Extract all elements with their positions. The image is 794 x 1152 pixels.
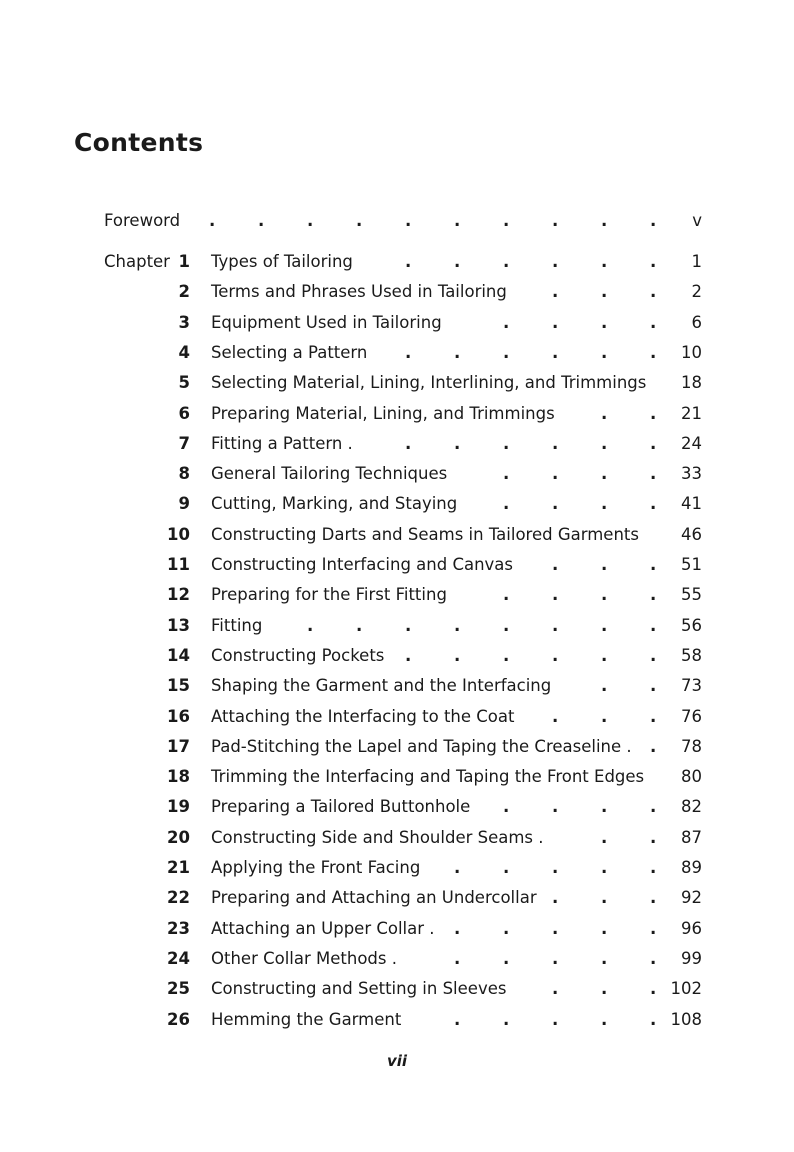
chapter-title: Constructing Interfacing and Canvas	[211, 555, 514, 574]
dot-leaders: . . . . . . . .	[307, 615, 657, 635]
chapter-title: Selecting Material, Lining, Interlining, and Trimmings	[211, 373, 647, 393]
chapter-title: Fitting	[211, 615, 263, 635]
toc-entry	[0, 826, 794, 850]
toc-entry	[0, 311, 794, 335]
dot-leaders: . . . . . . . . . .	[209, 211, 657, 230]
toc-entry	[0, 432, 794, 456]
page-folio: vii	[386, 1052, 408, 1070]
page-number: 6	[691, 312, 702, 332]
dot-leaders: . .	[601, 676, 657, 696]
page-number: 108	[670, 1009, 702, 1029]
chapter-number: 22	[167, 888, 190, 908]
chapter-title: Attaching an Upper Collar .	[211, 918, 435, 938]
page-number: 18	[681, 373, 702, 393]
page-number: 58	[681, 645, 702, 665]
dot-leaders: . . . .	[503, 494, 657, 514]
page-number: 46	[681, 524, 702, 544]
chapter-number: 14	[167, 645, 190, 665]
dot-leaders: . . . .	[503, 585, 657, 605]
chapter-title: Constructing and Setting in Sleeves	[211, 979, 507, 999]
page-number: 92	[681, 888, 702, 908]
toc-entry	[0, 947, 794, 971]
dot-leaders: . . . . .	[454, 918, 657, 938]
chapter-number: 5	[178, 373, 190, 393]
chapter-title: Cutting, Marking, and Staying	[211, 494, 458, 514]
chapter-number: 10	[167, 524, 190, 544]
chapter-number: 20	[167, 827, 190, 847]
chapter-number: 8	[178, 464, 190, 484]
toc-entry	[0, 583, 794, 607]
toc-entry	[0, 462, 794, 486]
chapter-number: 24	[167, 948, 190, 968]
toc-entry	[0, 280, 794, 304]
toc-entry	[0, 735, 794, 759]
chapter-title: Preparing Material, Lining, and Trimmings	[211, 403, 555, 423]
chapter-title: Types of Tailoring	[211, 252, 353, 271]
dot-leaders: . . . .	[503, 464, 657, 484]
dot-leaders: . .	[601, 827, 657, 847]
page-number: 10	[681, 342, 702, 362]
chapter-title: Applying the Front Facing	[211, 858, 421, 877]
chapter-number: 12	[167, 585, 190, 605]
toc-entry	[0, 674, 794, 698]
chapter-number: 4	[178, 342, 190, 362]
chapter-title: Selecting a Pattern	[211, 342, 368, 362]
page-number: 87	[681, 827, 702, 847]
chapter-title: Constructing Pockets	[211, 645, 385, 665]
chapter-number: 13	[167, 615, 190, 635]
chapter-number: 26	[167, 1009, 190, 1029]
chapter-number: 3	[178, 312, 190, 332]
chapter-title: Trimming the Interfacing and Taping the Front Edges	[211, 767, 645, 787]
dot-leaders: . .	[601, 403, 657, 423]
page-number: 2	[691, 282, 702, 302]
chapter-title: Pad-Stitching the Lapel and Taping the Creaseline .	[211, 736, 632, 756]
page-title: Contents	[74, 128, 204, 157]
dot-leaders: . . . . . .	[405, 252, 657, 271]
chapter-number: 15	[167, 676, 190, 696]
toc-entry	[0, 917, 794, 941]
page-number: 76	[681, 706, 702, 726]
dot-leaders: . . . . . .	[405, 433, 657, 453]
page-number: 21	[681, 403, 702, 423]
dot-leaders: . . .	[552, 888, 657, 908]
toc-entry	[0, 886, 794, 910]
toc-entry	[0, 614, 794, 638]
page-number: 82	[681, 797, 702, 817]
chapter-title: General Tailoring Techniques	[211, 464, 448, 484]
dot-leaders: . . .	[552, 282, 657, 302]
page-number: 78	[681, 736, 702, 756]
dot-leaders: . . . . . .	[405, 342, 657, 362]
page-number: 89	[681, 858, 702, 877]
chapter-number: 19	[167, 797, 190, 817]
dot-leaders: . . . .	[503, 797, 657, 817]
chapter-title: Preparing for the First Fitting	[211, 585, 447, 605]
chapter-number: 23	[167, 918, 190, 938]
chapter-title: Shaping the Garment and the Interfacing	[211, 676, 552, 696]
dot-leaders: .	[650, 736, 657, 756]
chapter-number: 17	[167, 736, 190, 756]
page-number: 96	[681, 918, 702, 938]
chapter-title: Hemming the Garment	[211, 1009, 402, 1029]
chapter-title: Fitting a Pattern .	[211, 433, 353, 453]
toc-entry	[0, 705, 794, 729]
page-number: 99	[681, 948, 702, 968]
chapter-number: 21	[167, 858, 190, 877]
chapter-title: Preparing and Attaching an Undercollar	[211, 888, 537, 908]
chapter-number: 18	[167, 767, 190, 787]
toc-entry	[0, 765, 794, 789]
chapter-number: 16	[167, 706, 190, 726]
chapter-number: 1	[178, 252, 190, 271]
chapter-number: 2	[178, 282, 190, 302]
dot-leaders: . . . . .	[454, 1009, 657, 1029]
chapter-title: Equipment Used in Tailoring	[211, 312, 442, 332]
chapter-number: 25	[167, 979, 190, 999]
page-number: 73	[681, 676, 702, 696]
chapter-title: Preparing a Tailored Buttonhole	[211, 797, 471, 817]
toc-entry	[0, 644, 794, 668]
dot-leaders: . . . . . .	[405, 645, 657, 665]
chapter-number: 9	[178, 494, 190, 514]
chapter-number: 6	[178, 403, 190, 423]
chapter-title: Constructing Darts and Seams in Tailored Garments	[211, 524, 639, 544]
dot-leaders	[0, 765, 794, 789]
dot-leaders: . . . . .	[454, 948, 657, 968]
page-number: 24	[681, 433, 702, 453]
chapter-number: 11	[167, 555, 190, 574]
dot-leaders: . . .	[552, 979, 657, 999]
page-number: 1	[691, 252, 702, 271]
toc-entry	[0, 523, 794, 547]
dot-leaders: . . .	[552, 555, 657, 574]
toc-entry	[0, 856, 794, 880]
dot-leaders: . . .	[552, 706, 657, 726]
toc-entry	[0, 977, 794, 1001]
toc-entry	[0, 371, 794, 395]
page-number: 51	[681, 555, 702, 574]
toc-entry	[0, 795, 794, 819]
chapter-title: Constructing Side and Shoulder Seams .	[211, 827, 544, 847]
toc-entry	[0, 1008, 794, 1032]
page-number: 102	[670, 979, 702, 999]
page-number: 41	[681, 494, 702, 514]
toc-entry	[0, 341, 794, 365]
chapter-title: Attaching the Interfacing to the Coat	[211, 706, 515, 726]
toc-entry	[0, 402, 794, 426]
page-number: 33	[681, 464, 702, 484]
chapter-title: Terms and Phrases Used in Tailoring	[211, 282, 507, 302]
dot-leaders: . . . .	[503, 312, 657, 332]
chapter-title: Other Collar Methods .	[211, 948, 397, 968]
dot-leaders	[0, 523, 794, 547]
page-number: 56	[681, 615, 702, 635]
toc-entry-foreword	[0, 209, 794, 233]
toc-entry	[0, 492, 794, 516]
toc-entry	[0, 250, 794, 274]
page-number: 55	[681, 585, 702, 605]
dot-leaders	[0, 371, 794, 395]
chapter-number: 7	[178, 433, 190, 453]
chapter-label: Chapter	[104, 252, 170, 271]
page-number: v	[692, 211, 702, 230]
foreword-label: Foreword	[104, 211, 181, 230]
page-number: 80	[681, 767, 702, 787]
dot-leaders: . . . . .	[454, 858, 657, 877]
toc-entry	[0, 553, 794, 577]
